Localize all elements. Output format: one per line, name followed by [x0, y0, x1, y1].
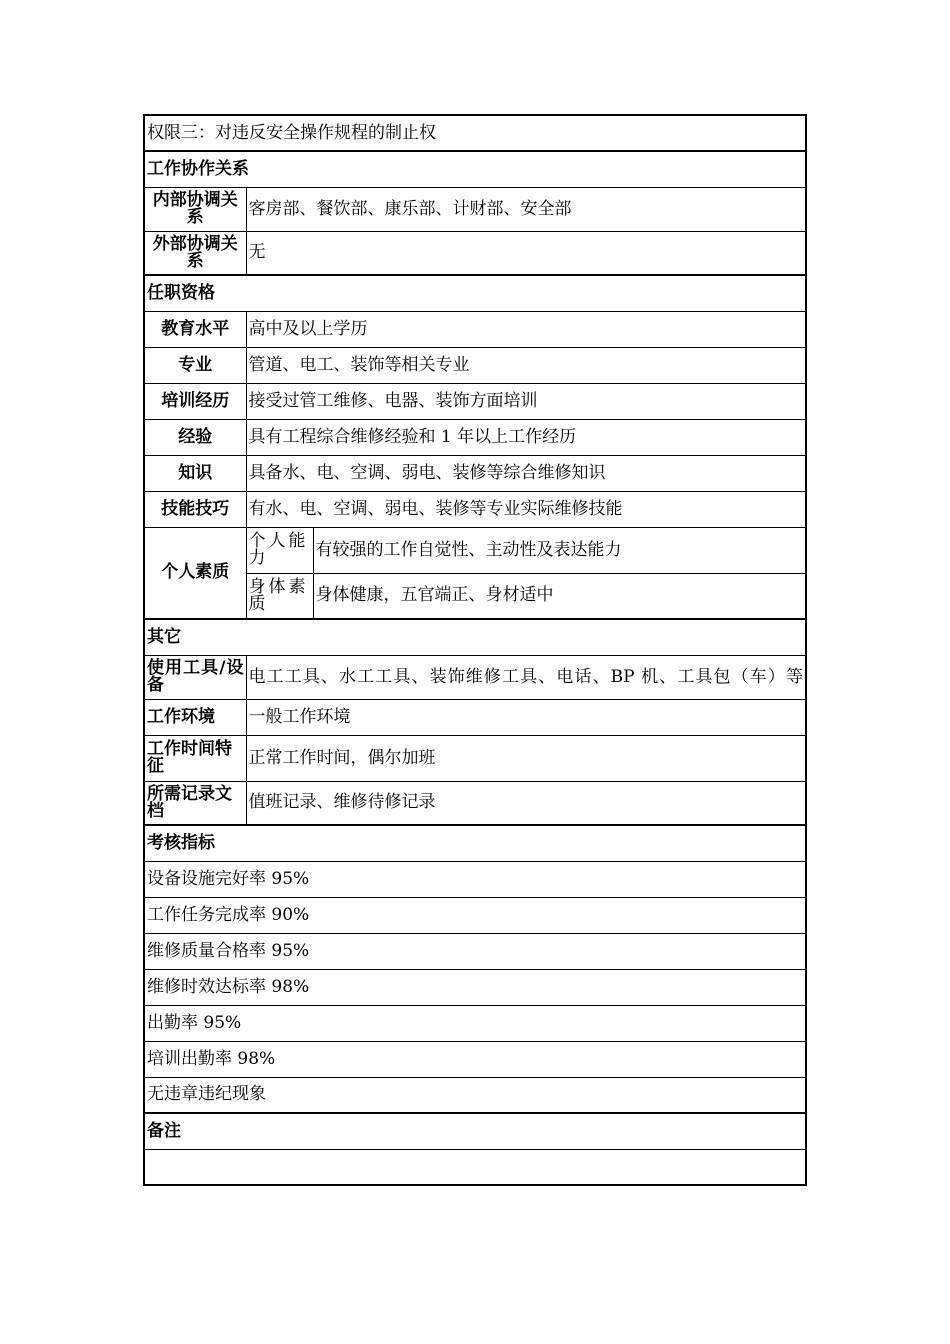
skills-value: 有水、电、空调、弱电、装修等专业实际维修技能 [246, 491, 806, 527]
qualifications-title: 任职资格 [144, 275, 806, 311]
qualification-row [144, 491, 806, 527]
internal-coordination-value: 客房部、餐饮部、康乐部、计财部、安全部 [246, 187, 806, 231]
other-row-tools [144, 655, 806, 699]
kpi-item [144, 969, 806, 1005]
qualification-row [144, 383, 806, 419]
tools-label: 使用工具/设备 [144, 655, 246, 699]
records-label: 所需记录文档 [144, 781, 246, 825]
kpi-item-text: 维修时效达标率 98% [144, 969, 806, 1005]
cooperation-row-internal [144, 187, 806, 231]
kpi-item-text: 维修质量合格率 95% [144, 933, 806, 969]
major-value: 管道、电工、装饰等相关专业 [246, 347, 806, 383]
training-label: 培训经历 [144, 383, 246, 419]
kpi-item [144, 933, 806, 969]
cooperation-section-header [144, 151, 806, 187]
cooperation-row-external [144, 231, 806, 275]
skills-label: 技能技巧 [144, 491, 246, 527]
external-coordination-label: 外部协调关系 [144, 231, 246, 275]
kpi-item-text: 无违章违纪现象 [144, 1077, 806, 1113]
physical-quality-value: 身体健康，五官端正、身材适中 [313, 573, 806, 619]
internal-coordination-label: 内部协调关系 [144, 187, 246, 231]
personal-ability-value: 有较强的工作自觉性、主动性及表达能力 [313, 527, 806, 573]
kpi-item [144, 1041, 806, 1077]
kpi-section-header [144, 825, 806, 861]
qualification-row [144, 347, 806, 383]
kpi-item-text: 设备设施完好率 95% [144, 861, 806, 897]
remarks-section-header [144, 1113, 806, 1149]
other-row-work-time [144, 735, 806, 781]
qualification-row [144, 455, 806, 491]
knowledge-value: 具备水、电、空调、弱电、装修等综合维修知识 [246, 455, 806, 491]
major-label: 专业 [144, 347, 246, 383]
kpi-item [144, 1005, 806, 1041]
other-row-records [144, 781, 806, 825]
kpi-title: 考核指标 [144, 825, 806, 861]
tools-value: 电工工具、水工工具、装饰维修工具、电话、BP 机、工具包（车）等 [246, 655, 806, 699]
qualifications-section-header [144, 275, 806, 311]
other-section-header [144, 619, 806, 655]
experience-value: 具有工程综合维修经验和 1 年以上工作经历 [246, 419, 806, 455]
kpi-item [144, 897, 806, 933]
job-description-table [143, 114, 807, 1186]
other-title: 其它 [144, 619, 806, 655]
authority-row [144, 115, 806, 151]
remarks-row [144, 1149, 806, 1185]
kpi-item [144, 861, 806, 897]
other-row-environment [144, 699, 806, 735]
qualification-row [144, 311, 806, 347]
kpi-item-text: 工作任务完成率 90% [144, 897, 806, 933]
qualification-row [144, 419, 806, 455]
physical-quality-label: 身体素质 [246, 573, 313, 619]
knowledge-label: 知识 [144, 455, 246, 491]
work-time-label: 工作时间特征 [144, 735, 246, 781]
remarks-title: 备注 [144, 1113, 806, 1149]
remarks-value [144, 1149, 806, 1185]
experience-label: 经验 [144, 419, 246, 455]
work-time-value: 正常工作时间，偶尔加班 [246, 735, 806, 781]
authority-text: 权限三：对违反安全操作规程的制止权 [144, 115, 806, 151]
records-value: 值班记录、维修待修记录 [246, 781, 806, 825]
kpi-item-text: 培训出勤率 98% [144, 1041, 806, 1077]
training-value: 接受过管工维修、电器、装饰方面培训 [246, 383, 806, 419]
education-label: 教育水平 [144, 311, 246, 347]
environment-value: 一般工作环境 [246, 699, 806, 735]
kpi-item [144, 1077, 806, 1113]
education-value: 高中及以上学历 [246, 311, 806, 347]
personal-ability-label: 个人能力 [246, 527, 313, 573]
personal-quality-row-ability [144, 527, 806, 573]
environment-label: 工作环境 [144, 699, 246, 735]
cooperation-title: 工作协作关系 [144, 151, 806, 187]
external-coordination-value: 无 [246, 231, 806, 275]
job-description-document [143, 114, 807, 1186]
personal-quality-label: 个人素质 [144, 527, 246, 619]
kpi-item-text: 出勤率 95% [144, 1005, 806, 1041]
